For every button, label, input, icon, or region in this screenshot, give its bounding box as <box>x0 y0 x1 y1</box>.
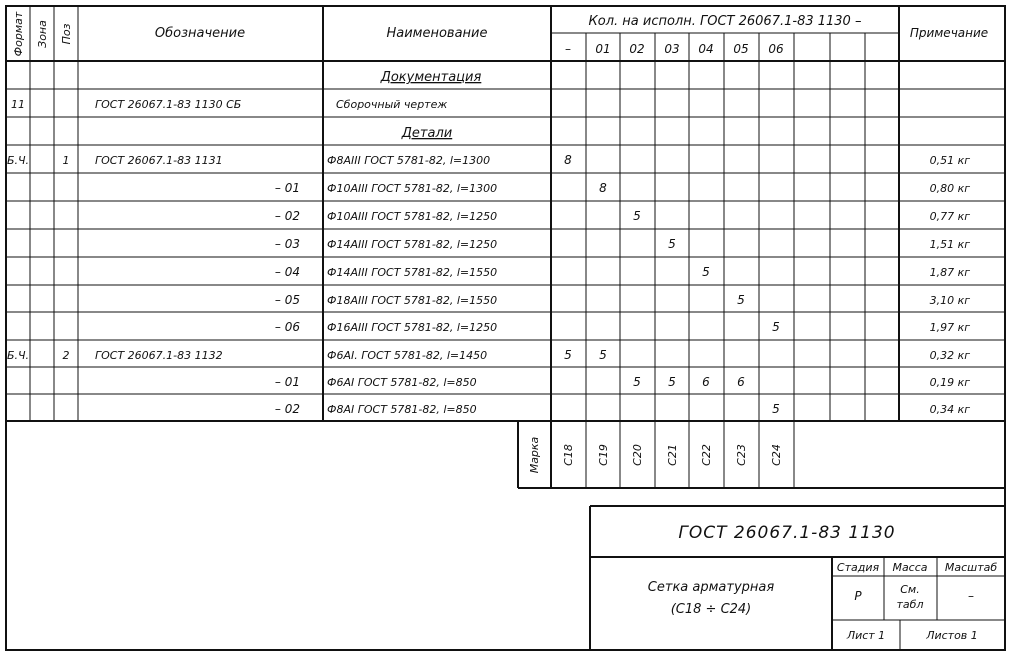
row-format: Б.Ч. <box>6 154 30 167</box>
row-designation: – 05 <box>274 293 300 307</box>
row-qty: 5 <box>633 375 641 389</box>
row-qty: 5 <box>599 348 607 362</box>
header-variant: 06 <box>768 42 784 56</box>
mass-value: См. <box>900 583 920 596</box>
row-designation: – 03 <box>274 237 300 251</box>
row-name: Ф10АIII ГОСТ 5781-82, l=1300 <box>327 182 498 195</box>
mass-value-2: табл <box>896 598 924 611</box>
marka-value: С19 <box>597 444 610 466</box>
row-designation: – 02 <box>274 402 300 416</box>
row-note: 0,34 кг <box>929 403 970 416</box>
title-block <box>648 523 998 642</box>
row-designation: – 01 <box>274 181 300 195</box>
row-note: 1,97 кг <box>929 321 970 334</box>
header-qty-title: Кол. на исполн. ГОСТ 26067.1-83 1130 – <box>588 14 862 29</box>
row-qty: 8 <box>599 181 607 195</box>
scale-value: – <box>968 589 974 603</box>
product-range: (С18 ÷ С24) <box>670 602 752 617</box>
row-designation: ГОСТ 26067.1-83 1131 <box>95 154 223 167</box>
row-pos: 2 <box>62 349 70 362</box>
row-designation: – 02 <box>274 209 300 223</box>
header-variant: 03 <box>664 42 680 56</box>
row-note: 1,51 кг <box>929 238 970 251</box>
header-pos: Поз <box>60 23 73 45</box>
row-pos: 1 <box>62 154 70 167</box>
row-qty: 5 <box>737 293 745 307</box>
row-designation: – 06 <box>274 320 300 334</box>
row-qty: 6 <box>702 375 710 389</box>
header-zone: Зона <box>36 20 49 48</box>
row-note: 0,77 кг <box>929 210 970 223</box>
marka-label: Марка <box>528 436 541 474</box>
header-variant: 01 <box>595 42 611 56</box>
marka-value: С18 <box>562 444 575 466</box>
row-qty: 5 <box>702 265 710 279</box>
row-name: Ф18АIII ГОСТ 5781-82, l=1550 <box>327 294 498 307</box>
row-qty: 5 <box>772 320 780 334</box>
doc-row-name: Сборочный чертеж <box>336 98 448 111</box>
row-note: 0,80 кг <box>929 182 970 195</box>
header-variant: 02 <box>629 42 645 56</box>
row-name: Ф8АI ГОСТ 5781-82, l=850 <box>327 403 477 416</box>
header-variant: 04 <box>698 42 714 56</box>
row-name: Ф14АIII ГОСТ 5781-82, l=1550 <box>327 266 498 279</box>
sheet-number: Лист 1 <box>846 629 886 642</box>
row-format: Б.Ч. <box>6 349 30 362</box>
table-header <box>12 11 988 56</box>
marka-value: С21 <box>666 444 679 466</box>
row-qty: 5 <box>668 237 676 251</box>
row-designation: – 04 <box>274 265 300 279</box>
marka-value: С22 <box>700 444 713 466</box>
row-note: 0,19 кг <box>929 376 970 389</box>
doc-row-format: 11 <box>11 98 25 111</box>
sheet-count: Листов 1 <box>926 629 978 642</box>
row-name: Ф8АIII ГОСТ 5781-82, l=1300 <box>327 154 491 167</box>
row-note: 0,32 кг <box>929 349 970 362</box>
row-qty: 6 <box>737 375 745 389</box>
row-qty: 5 <box>564 348 572 362</box>
header-variant: – <box>565 42 571 56</box>
row-qty: 5 <box>633 209 641 223</box>
row-note: 0,51 кг <box>929 154 970 167</box>
row-name: Ф10АIII ГОСТ 5781-82, l=1250 <box>327 210 498 223</box>
row-note: 3,10 кг <box>929 294 970 307</box>
header-designation: Обозначение <box>154 26 246 41</box>
row-name: Ф6АI ГОСТ 5781-82, l=850 <box>327 376 477 389</box>
row-qty: 5 <box>772 402 780 416</box>
section-documentation: Документация <box>380 70 482 85</box>
header-name: Наименование <box>386 26 488 41</box>
stage-value: Р <box>854 589 862 603</box>
doc-code: ГОСТ 26067.1-83 1130 <box>678 523 896 543</box>
row-name: Ф16АIII ГОСТ 5781-82, l=1250 <box>327 321 498 334</box>
row-qty: 8 <box>564 153 572 167</box>
row-name: Ф6АI. ГОСТ 5781-82, l=1450 <box>327 349 488 362</box>
marka-value: С23 <box>735 444 748 466</box>
marka-value: С20 <box>631 444 644 466</box>
row-note: 1,87 кг <box>929 266 970 279</box>
scale-label: Масштаб <box>944 561 998 574</box>
row-designation: – 01 <box>274 375 300 389</box>
marka-value: С24 <box>770 444 783 466</box>
mass-label: Масса <box>892 561 928 574</box>
header-variant: 05 <box>733 42 749 56</box>
product-name: Сетка арматурная <box>647 580 775 595</box>
doc-row-designation: ГОСТ 26067.1-83 1130 СБ <box>95 98 242 111</box>
row-name: Ф14АIII ГОСТ 5781-82, l=1250 <box>327 238 498 251</box>
row-qty: 5 <box>668 375 676 389</box>
header-format: Формат <box>12 11 25 57</box>
doc-row <box>11 98 447 111</box>
section-details: Детали <box>401 126 453 141</box>
row-designation: ГОСТ 26067.1-83 1132 <box>95 349 223 362</box>
header-notes: Примечание <box>909 26 989 40</box>
stage-label: Стадия <box>836 561 880 574</box>
